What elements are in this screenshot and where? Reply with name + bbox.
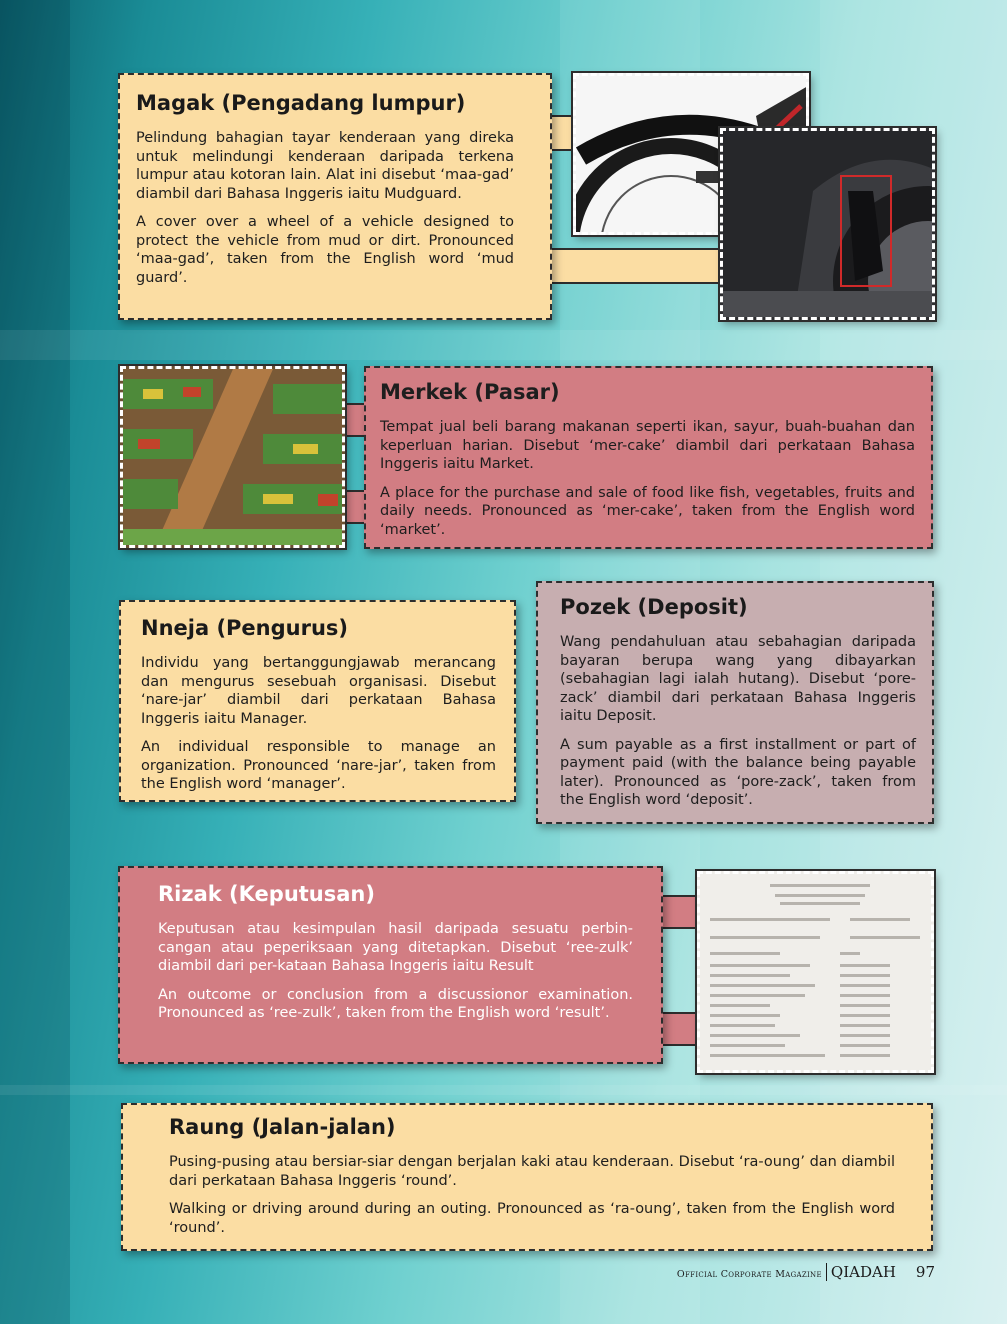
entry-malay-definition: Pelindung bahagian tayar kenderaan yang direka untuk melindungi kenderaan daripada terkena lumpur atau kotoran lain. Alat ini disebut ‘maa-gad’ diambil dari Bahasa Inggeris iaitu Mudguard. (136, 130, 514, 202)
document-line (710, 994, 805, 997)
market-photo (120, 366, 345, 548)
entry-malay-definition: Wang pendahuluan atau sebahagian daripada bayaran berupa wang yang dibayarkan (sebahagian lagi ialah hutang). Disebut ‘pore-zack’ diambil dari perkataan Bahasa Inggeris iaitu Deposit. (560, 634, 916, 724)
entry-malay-definition: Pusing-pusing atau bersiar-siar dengan berjalan kaki atau kenderaan. Disebut ‘ra-oung’ dan diambil dari perkataan Bahasa Inggeris ‘round’. (169, 1154, 895, 1189)
entry-english-definition: An individual responsible to manage an organization. Pronounced ‘nare-jar’, taken from the English word ‘manager’. (141, 739, 496, 792)
magazine-brand: QIADAH (826, 1263, 896, 1281)
document-line (710, 1034, 800, 1037)
document-line (710, 1054, 825, 1057)
entry-english-definition: A sum payable as a first installment or part of payment paid (with the balance being payable later). Pronounced as ‘pore-zack’, taken from the English word ‘deposit’. (560, 736, 916, 808)
entry-malay-definition: Tempat jual beli barang makanan seperti ikan, sayur, buah-buahan dan keperluan harian. Disebut ‘mer-cake’ diambil dari perkataan Bahasa Inggeris iaitu Market. (380, 419, 915, 472)
entry-card-raung (121, 1103, 933, 1251)
entry-title: Raung (Jalan-jalan) (169, 1115, 396, 1139)
document-line (840, 1034, 890, 1037)
entry-title: Pozek (Deposit) (560, 595, 748, 619)
entry-english-definition: An outcome or conclusion from a discussionor examination. Pronounced as ‘ree-zulk’, taken from the English word ‘result’. (158, 986, 633, 1021)
document-line (710, 1004, 770, 1007)
document-line (710, 974, 790, 977)
document-line (710, 1024, 775, 1027)
document-line (840, 1054, 890, 1057)
document-line (780, 902, 860, 905)
entry-card-merkek (364, 366, 933, 549)
document-line (710, 1044, 785, 1047)
connector (660, 1012, 698, 1046)
entry-malay-definition: Individu yang bertanggungjawab merancang dan mengurus sesebuah organisasi. Disebut ‘nare-jar’ diambil dari perkataan Bahasa Inggeris iaitu Manager. (141, 655, 496, 727)
document-line (840, 1004, 890, 1007)
entry-card-nneja (119, 600, 516, 802)
connector (660, 895, 698, 929)
document-line (775, 894, 865, 897)
document-line (770, 884, 870, 887)
entry-card-magak (118, 73, 552, 320)
document-line (850, 918, 910, 921)
entry-title: Merkek (Pasar) (380, 380, 560, 404)
document-line (840, 1044, 890, 1047)
document-line (710, 936, 820, 939)
page-footer (677, 1262, 935, 1281)
document-line (850, 936, 920, 939)
document-line (840, 952, 860, 955)
document-line (840, 1014, 890, 1017)
document-line (840, 964, 890, 967)
page-number: 97 (915, 1263, 935, 1281)
document-line (710, 984, 815, 987)
background-band (0, 1085, 1007, 1095)
document-line (710, 952, 780, 955)
entry-title: Nneja (Pengurus) (141, 616, 349, 640)
car-mudguard-photo (720, 128, 935, 320)
background-band (0, 0, 70, 1324)
entry-title: Rizak (Keputusan) (158, 882, 375, 906)
entry-card-rizak (118, 866, 663, 1064)
document-line (840, 984, 890, 987)
document-line (710, 918, 830, 921)
connector (548, 248, 720, 284)
document-line (710, 964, 810, 967)
entry-english-definition: Walking or driving around during an outing. Pronounced as ‘ra-oung’, taken from the English word ‘round’. (169, 1201, 895, 1236)
entry-english-definition: A cover over a wheel of a vehicle designed to protect the vehicle from mud or dirt. Pronounced ‘maa-gad’, taken from the English word ‘mud guard’. (136, 214, 514, 286)
magazine-label: Official Corporate Magazine (676, 1269, 822, 1280)
document-line (840, 974, 890, 977)
result-slip-photo (697, 871, 934, 1073)
background-band (0, 330, 1007, 360)
entry-malay-definition: Keputusan atau kesimpulan hasil daripada sesuatu perbin-cangan atau peperiksaan yang ditetapkan. Disebut ‘ree-zulk’ diambil dari per-kataan Bahasa Inggeris iaitu Result (158, 921, 633, 974)
document-line (710, 1014, 780, 1017)
entry-title: Magak (Pengadang lumpur) (136, 91, 466, 115)
entry-english-definition: A place for the purchase and sale of food like fish, vegetables, fruits and daily needs. Pronounced as ‘mer-cake’, taken from the English word ‘market’. (380, 484, 915, 538)
entry-card-pozek (536, 581, 934, 824)
document-line (840, 1024, 890, 1027)
document-line (840, 994, 890, 997)
